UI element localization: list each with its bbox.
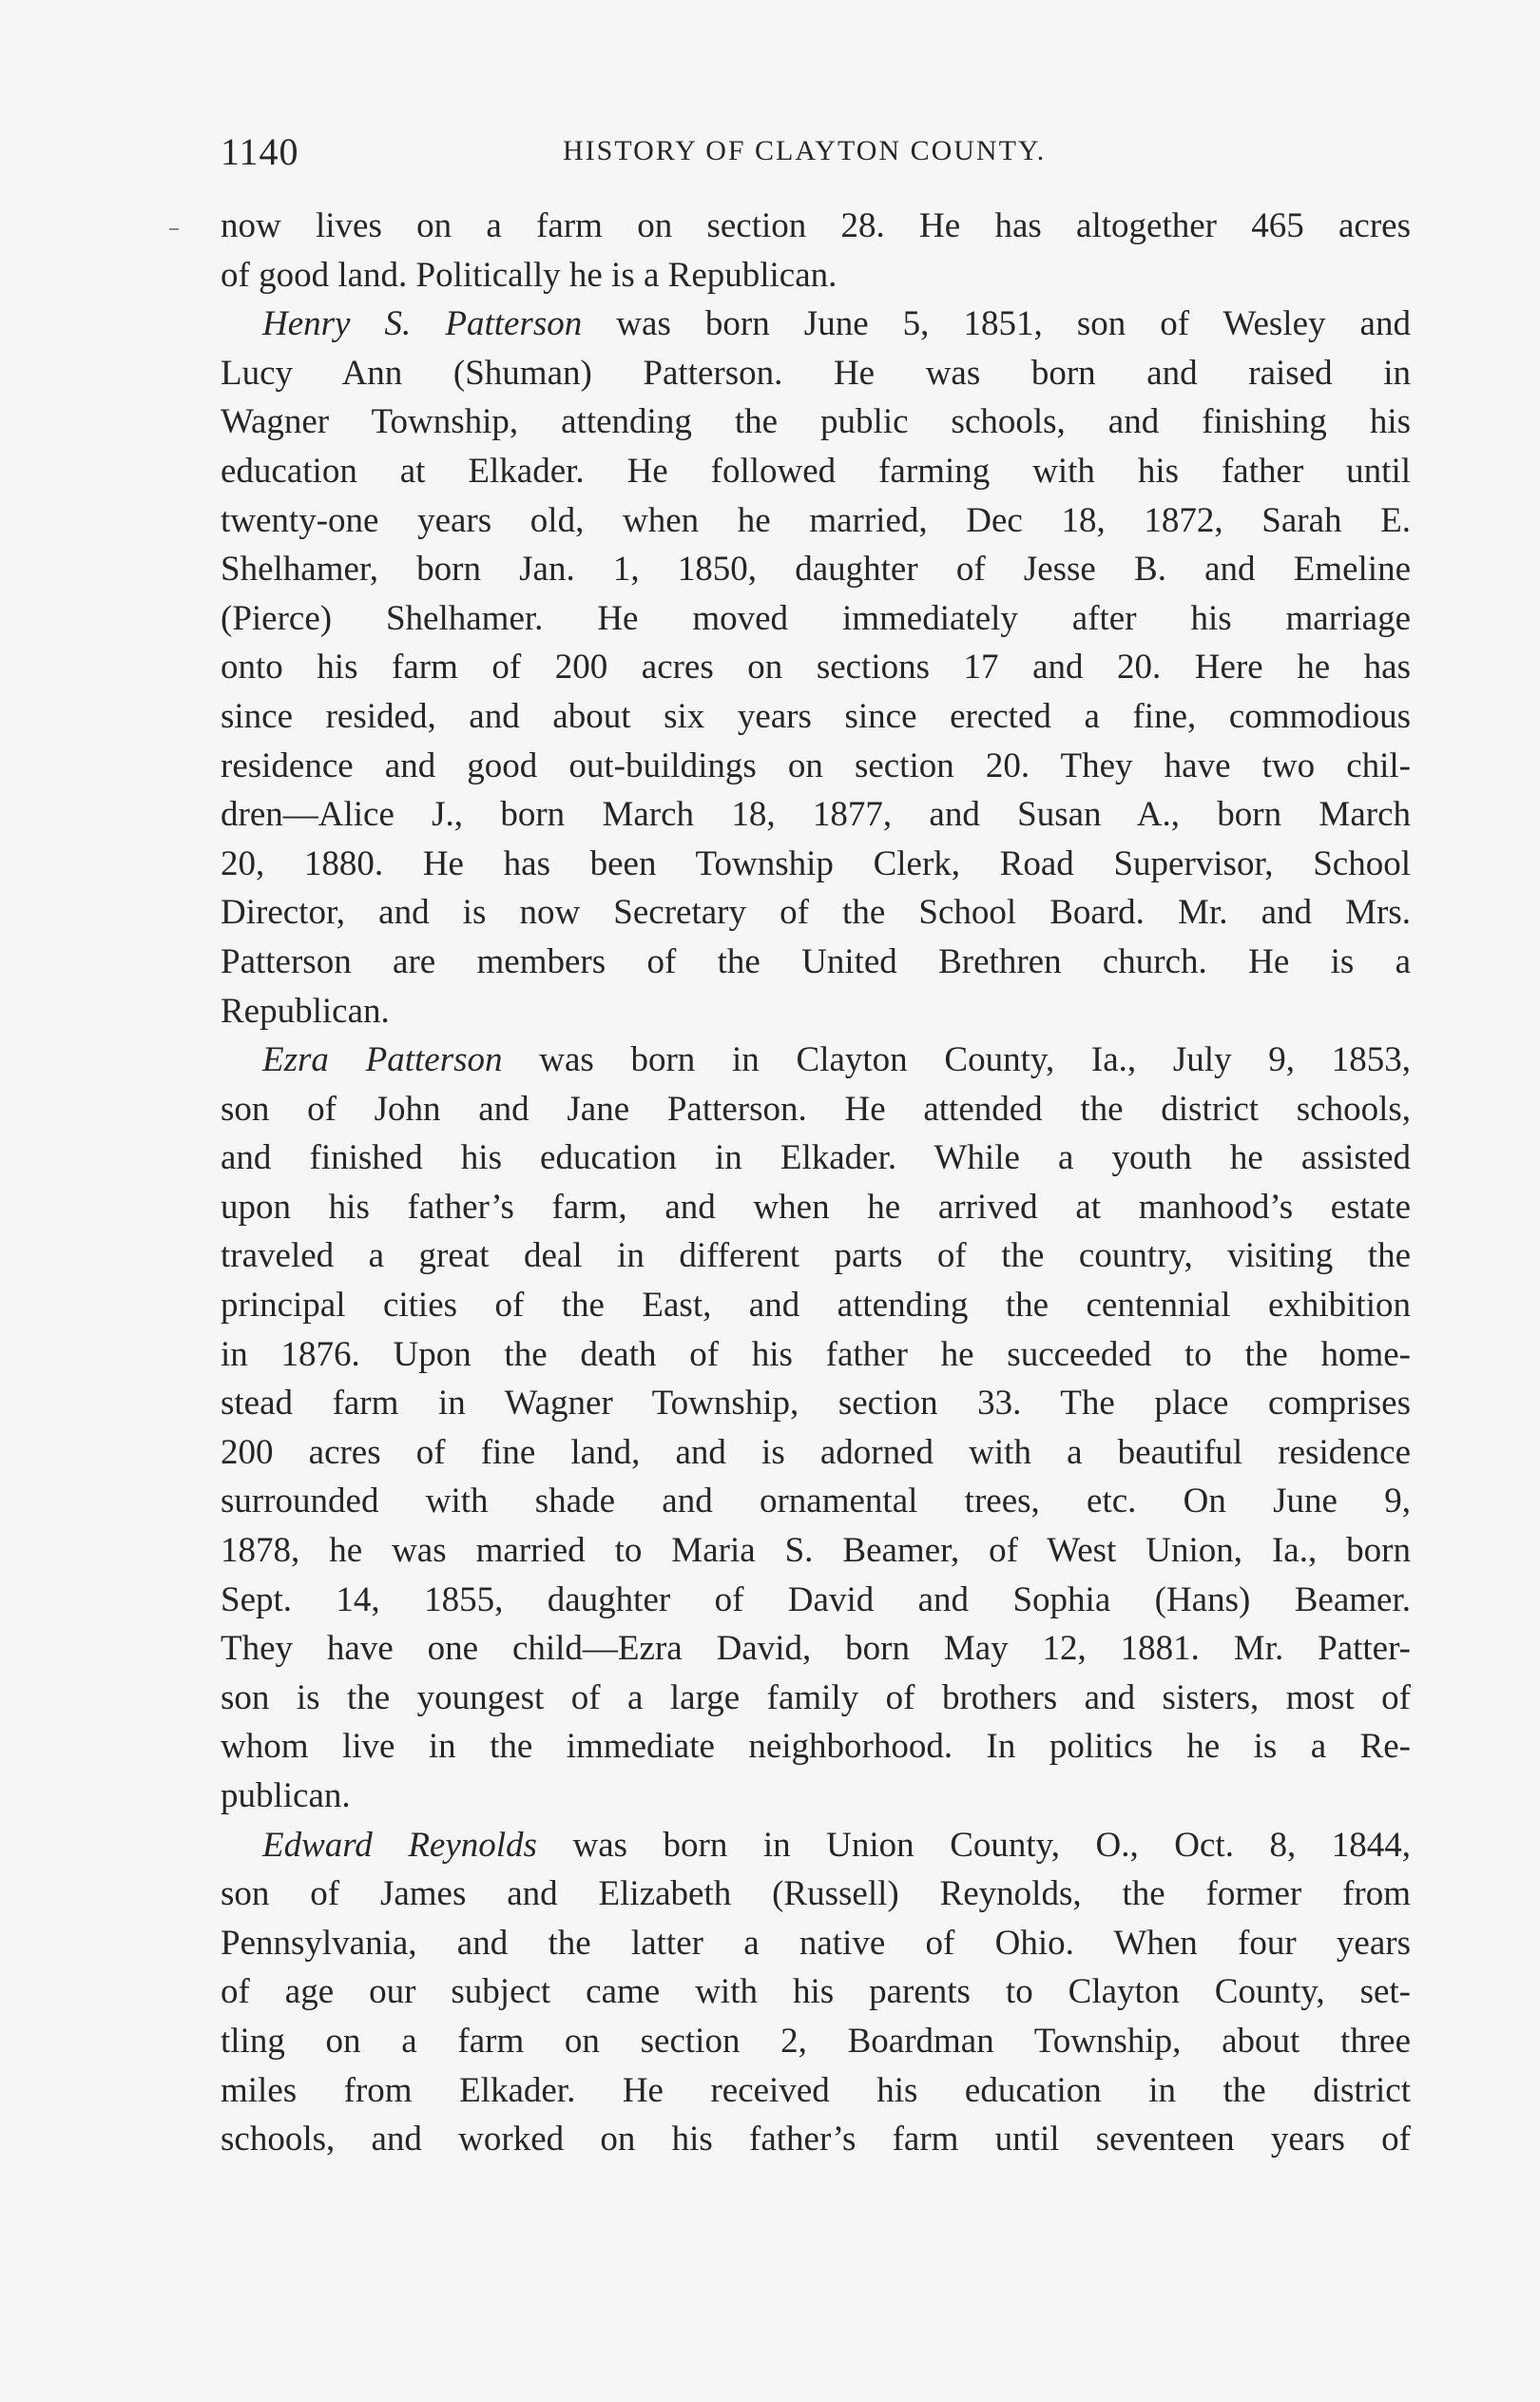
text-line [221,2115,1411,2164]
text-line [221,1281,1411,1330]
line-text: publican. [221,1776,351,1815]
line-text: son of John and Jane Patterson. He attended the district schools, [221,1089,1411,1129]
line-text: twenty-one years old, when he married, Dec 18, 1872, Sarah E. [221,500,1411,540]
text-line [221,349,1411,398]
line-text: tling on a farm on section 2, Boardman Township, about three [221,2021,1411,2061]
line-text: since resided, and about six years since erected a fine, commodious [221,696,1411,736]
line-text: and finished his education in Elkader. While a youth he assisted [221,1138,1411,1178]
line-text: in 1876. Upon the death of his father he succeeded to the home- [221,1334,1411,1374]
line-text: Republican. [221,991,390,1031]
text-line [221,1379,1411,1428]
text-line [221,790,1411,840]
text-line [221,202,1411,251]
line-text: schools, and worked on his father’s farm until seventeen years of [221,2120,1411,2160]
text-line [221,1624,1411,1674]
text-line [221,1330,1411,1380]
line-text: was born in Clayton County, Ia., July 9, 1853, [502,1040,1411,1080]
line-text: Director, and is now Secretary of the School Board. Mr. and Mrs. [221,893,1411,933]
paragraph-start-line [221,1036,1411,1085]
line-text: 200 acres of fine land, and is adorned with a beautiful residence [221,1432,1411,1472]
line-text: was born in Union County, O., Oct. 8, 1844, [536,1825,1411,1865]
line-text: education at Elkader. He followed farming with his father until [221,451,1411,491]
text-line [221,447,1411,496]
text-line [221,1133,1411,1183]
line-text: principal cities of the East, and attending the centennial exhibition [221,1286,1411,1326]
running-title: HISTORY OF CLAYTON COUNTY. [563,135,1047,166]
line-text: They have one child—Ezra David, born May 12, 1881. Mr. Patter- [221,1629,1411,1669]
text-line [221,1967,1411,2017]
text-line [221,1477,1411,1526]
text-line [221,987,1411,1036]
text-line [221,1085,1411,1134]
text-line [221,1183,1411,1232]
text-line [221,742,1411,791]
page-number: 1140 [221,130,299,173]
text-line [221,1722,1411,1772]
text-line [221,545,1411,594]
line-text: dren—Alice J., born March 18, 1877, and Susan A., born March [221,795,1411,835]
line-text: Shelhamer, born Jan. 1, 1850, daughter of Jesse B. and Emeline [221,550,1411,590]
person-name: Edward Reynolds [262,1825,537,1865]
text-line [221,496,1411,546]
line-text: 1878, he was married to Maria S. Beamer, of West Union, Ia., born [221,1531,1411,1571]
line-text: Pennsylvania, and the latter a native of Ohio. When four years [221,1923,1411,1963]
line-text: Sept. 14, 1855, daughter of David and Sophia (Hans) Beamer. [221,1579,1411,1619]
page-header [221,122,1409,179]
text-line [221,1772,1411,1821]
line-text: Wagner Township, attending the public schools, and finishing his [221,402,1411,442]
text-line [221,840,1411,889]
text-line [221,2066,1411,2116]
line-text: of age our subject came with his parents to Clayton County, set- [221,1972,1411,2012]
line-text: was born June 5, 1851, son of Wesley and [582,304,1411,344]
text-line [221,397,1411,447]
margin-mark [169,228,179,230]
line-text: son of James and Elizabeth (Russell) Reynolds, the former from [221,1874,1411,1914]
line-text: stead farm in Wagner Township, section 33. The place comprises [221,1384,1411,1424]
text-line [221,643,1411,692]
text-line [221,1526,1411,1576]
line-text: surrounded with shade and ornamental trees, etc. On June 9, [221,1482,1411,1521]
text-line [221,1919,1411,1968]
text-line [221,251,1411,300]
line-text: (Pierce) Shelhamer. He moved immediately after his marriage [221,598,1411,638]
line-text: of good land. Politically he is a Republican. [221,255,837,295]
line-text: whom live in the immediate neighborhood. In politics he is a Re- [221,1727,1411,1767]
text-line [221,1231,1411,1281]
person-name: Ezra Patterson [262,1040,503,1080]
line-text: Lucy Ann (Shuman) Patterson. He was born and raised in [221,353,1411,393]
text-line [221,692,1411,742]
text-line [221,1674,1411,1723]
text-line [221,1869,1411,1919]
line-text: miles from Elkader. He received his education in the district [221,2070,1411,2110]
line-text: onto his farm of 200 acres on sections 17 and 20. Here he has [221,648,1411,688]
text-line [221,938,1411,987]
line-text: upon his father’s farm, and when he arrived at manhood’s estate [221,1187,1411,1227]
line-text: 20, 1880. He has been Township Clerk, Road Supervisor, School [221,843,1411,883]
text-line [221,2017,1411,2066]
line-text: Patterson are members of the United Brethren church. He is a [221,941,1411,981]
line-text: traveled a great deal in different parts of the country, visiting the [221,1236,1411,1276]
line-text: residence and good out-buildings on section 20. They have two chil- [221,746,1411,785]
line-text: son is the youngest of a large family of brothers and sisters, most of [221,1677,1411,1717]
line-text: now lives on a farm on section 28. He has altogether 465 acres [221,206,1411,245]
person-name: Henry S. Patterson [262,304,583,344]
text-line [221,1576,1411,1625]
paragraph-start-line [221,300,1411,349]
paragraph-start-line [221,1821,1411,1870]
text-line [221,888,1411,938]
body-text [221,202,1411,2164]
text-line [221,1428,1411,1478]
text-line [221,594,1411,644]
